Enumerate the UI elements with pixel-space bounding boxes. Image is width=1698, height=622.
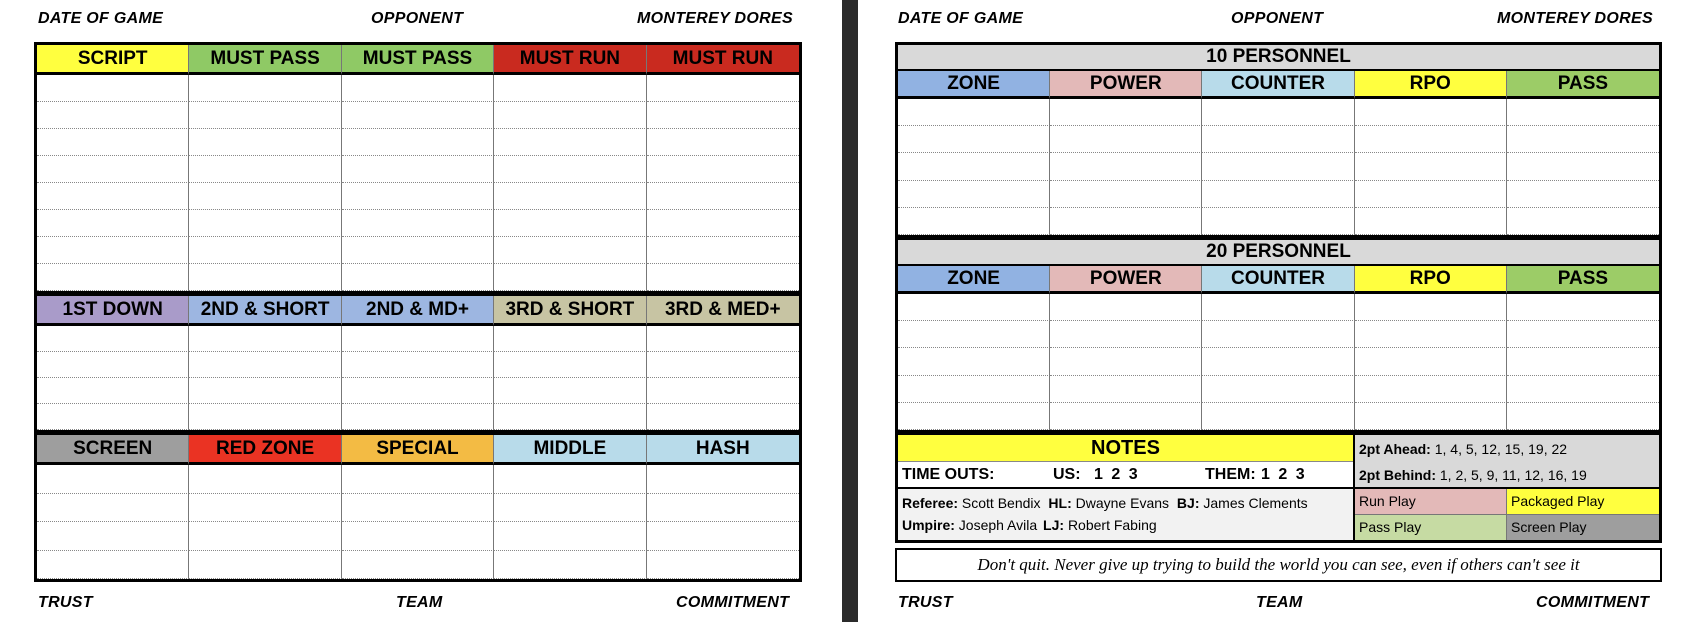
behind-values: 1, 2, 5, 9, 11, 12, 16, 19 (1439, 467, 1587, 483)
lj-name: Robert Fabing (1067, 517, 1157, 533)
script-section (34, 42, 802, 294)
footer-commitment-right: COMMITMENT (1536, 594, 1650, 611)
script-cell[interactable] (494, 183, 646, 210)
script-cell[interactable] (189, 210, 341, 237)
situational-cell[interactable] (189, 465, 341, 494)
down-distance-cell[interactable] (37, 404, 189, 430)
situational-section (34, 432, 802, 582)
personnel10-cell[interactable] (1507, 181, 1659, 208)
lj-label: LJ: (1043, 517, 1065, 533)
two-point-behind (1359, 467, 1587, 483)
section2-header-1: 2ND & SHORT (189, 296, 341, 326)
personnel10-cell[interactable] (1507, 99, 1659, 126)
situational-cell[interactable] (647, 551, 799, 580)
p20-header-counter: COUNTER (1202, 266, 1354, 294)
section3-header-4: HASH (647, 435, 799, 465)
script-cell[interactable] (342, 129, 494, 156)
date-of-game-label: DATE OF GAME (38, 10, 164, 27)
personnel20-cell[interactable] (1050, 403, 1202, 430)
personnel10-cell[interactable] (1507, 153, 1659, 180)
script-cell[interactable] (342, 156, 494, 183)
down-distance-cell[interactable] (342, 404, 494, 430)
section2-header-2: 2ND & MD+ (342, 296, 494, 326)
personnel20-title: 20 PERSONNEL (898, 240, 1659, 266)
footer-team-right: TEAM (1256, 594, 1303, 611)
script-cell[interactable] (37, 102, 189, 129)
down-distance-cell[interactable] (189, 326, 341, 352)
script-cell[interactable] (342, 183, 494, 210)
personnel20-cell[interactable] (1202, 321, 1354, 348)
section1-header-1: MUST PASS (189, 45, 341, 75)
script-cell[interactable] (647, 75, 799, 102)
personnel20-cell[interactable] (1050, 376, 1202, 403)
bj-label: BJ: (1176, 495, 1200, 511)
script-cell[interactable] (189, 75, 341, 102)
bj-name: James Clements (1203, 495, 1308, 511)
legend-run-play: Run Play (1355, 489, 1507, 515)
personnel20-cell[interactable] (1355, 348, 1507, 375)
down-distance-section (34, 293, 802, 433)
personnel20-cell[interactable] (1507, 376, 1659, 403)
personnel10-cell[interactable] (1202, 208, 1354, 235)
notes-title: NOTES (898, 435, 1353, 462)
personnel20-cell[interactable] (1355, 403, 1507, 430)
section3-header-0: SCREEN (37, 435, 189, 465)
script-cell[interactable] (647, 264, 799, 291)
personnel10-section (895, 42, 1662, 238)
personnel10-cell[interactable] (1355, 208, 1507, 235)
down-distance-cell[interactable] (37, 326, 189, 352)
personnel10-cell[interactable] (1050, 208, 1202, 235)
p10-header-zone: ZONE (898, 71, 1050, 99)
section1-header-2: MUST PASS (342, 45, 494, 75)
script-cell[interactable] (37, 237, 189, 264)
them-label: THEM: (1205, 466, 1256, 483)
personnel10-cell[interactable] (1050, 126, 1202, 153)
personnel20-cell[interactable] (898, 348, 1050, 375)
personnel10-cell[interactable] (1355, 153, 1507, 180)
personnel10-cell[interactable] (1202, 126, 1354, 153)
section2-header-3: 3RD & SHORT (494, 296, 646, 326)
down-distance-cell[interactable] (647, 352, 799, 378)
script-cell[interactable] (342, 264, 494, 291)
hl-name: Dwayne Evans (1075, 495, 1170, 511)
personnel10-cell[interactable] (898, 208, 1050, 235)
footer-team: TEAM (396, 594, 443, 611)
personnel10-cell[interactable] (898, 126, 1050, 153)
personnel10-cell[interactable] (1355, 126, 1507, 153)
personnel20-cell[interactable] (1507, 294, 1659, 321)
p20-header-power: POWER (1050, 266, 1202, 294)
personnel20-cell[interactable] (1050, 348, 1202, 375)
play-legend (1355, 489, 1659, 540)
script-cell[interactable] (37, 75, 189, 102)
script-cell[interactable] (37, 183, 189, 210)
personnel10-cell[interactable] (898, 181, 1050, 208)
script-cell[interactable] (494, 237, 646, 264)
script-cell[interactable] (647, 237, 799, 264)
p10-header-pass: PASS (1507, 71, 1659, 99)
officials-row-1 (902, 495, 1308, 511)
situational-cell[interactable] (342, 465, 494, 494)
personnel10-cell[interactable] (898, 99, 1050, 126)
personnel10-cell[interactable] (1507, 208, 1659, 235)
them-timeouts: 1 2 3 (1261, 466, 1305, 483)
script-cell[interactable] (189, 102, 341, 129)
down-distance-cell[interactable] (342, 326, 494, 352)
section2-header-4: 3RD & MED+ (647, 296, 799, 326)
script-cell[interactable] (494, 75, 646, 102)
page-divider (842, 0, 858, 622)
situational-cell[interactable] (37, 465, 189, 494)
personnel20-cell[interactable] (1202, 376, 1354, 403)
personnel10-cell[interactable] (1507, 126, 1659, 153)
situational-cell[interactable] (189, 551, 341, 580)
team-name-label: MONTEREY DORES (637, 10, 793, 27)
personnel20-cell[interactable] (898, 403, 1050, 430)
personnel10-cell[interactable] (1355, 99, 1507, 126)
personnel20-cell[interactable] (1355, 321, 1507, 348)
situational-cell[interactable] (37, 494, 189, 523)
personnel20-section (895, 237, 1662, 433)
p10-header-power: POWER (1050, 71, 1202, 99)
two-point-chart (1355, 435, 1659, 489)
script-cell[interactable] (647, 156, 799, 183)
personnel10-cell[interactable] (898, 153, 1050, 180)
personnel20-cell[interactable] (898, 294, 1050, 321)
script-cell[interactable] (342, 210, 494, 237)
section3-header-2: SPECIAL (342, 435, 494, 465)
situational-cell[interactable] (342, 522, 494, 551)
footer-trust: TRUST (38, 594, 93, 611)
personnel20-cell[interactable] (1202, 294, 1354, 321)
notes-block (895, 432, 1662, 543)
script-cell[interactable] (494, 210, 646, 237)
umpire-label: Umpire: (902, 517, 955, 533)
down-distance-cell[interactable] (342, 352, 494, 378)
personnel20-cell[interactable] (1202, 403, 1354, 430)
opponent-label: OPPONENT (371, 10, 464, 27)
personnel20-cell[interactable] (1050, 294, 1202, 321)
personnel10-cell[interactable] (1050, 99, 1202, 126)
script-cell[interactable] (37, 210, 189, 237)
footer-trust-right: TRUST (898, 594, 953, 611)
personnel20-cell[interactable] (1050, 321, 1202, 348)
situational-cell[interactable] (647, 494, 799, 523)
section1-header-4: MUST RUN (647, 45, 799, 75)
timeouts-row (898, 462, 1353, 489)
down-distance-cell[interactable] (189, 404, 341, 430)
down-distance-cell[interactable] (494, 326, 646, 352)
script-cell[interactable] (342, 75, 494, 102)
personnel10-cell[interactable] (1050, 181, 1202, 208)
down-distance-cell[interactable] (37, 378, 189, 404)
script-cell[interactable] (647, 102, 799, 129)
down-distance-cell[interactable] (647, 378, 799, 404)
script-cell[interactable] (647, 129, 799, 156)
behind-label: 2pt Behind: (1359, 467, 1436, 483)
personnel20-cell[interactable] (1507, 403, 1659, 430)
script-cell[interactable] (37, 264, 189, 291)
personnel10-cell[interactable] (1202, 99, 1354, 126)
situational-cell[interactable] (647, 522, 799, 551)
script-cell[interactable] (189, 156, 341, 183)
ahead-label: 2pt Ahead: (1359, 441, 1431, 457)
script-cell[interactable] (189, 129, 341, 156)
section1-header-0: SCRIPT (37, 45, 189, 75)
script-cell[interactable] (494, 129, 646, 156)
down-distance-cell[interactable] (494, 378, 646, 404)
situational-cell[interactable] (494, 465, 646, 494)
script-cell[interactable] (189, 264, 341, 291)
referee-label: Referee: (902, 495, 959, 511)
referee-name: Scott Bendix (961, 495, 1041, 511)
section3-header-1: RED ZONE (189, 435, 341, 465)
down-distance-cell[interactable] (37, 352, 189, 378)
down-distance-cell[interactable] (342, 378, 494, 404)
script-cell[interactable] (342, 102, 494, 129)
personnel20-cell[interactable] (1202, 348, 1354, 375)
script-cell[interactable] (647, 183, 799, 210)
hl-label: HL: (1048, 495, 1072, 511)
personnel20-cell[interactable] (1507, 348, 1659, 375)
personnel20-cell[interactable] (898, 321, 1050, 348)
personnel10-cell[interactable] (1202, 181, 1354, 208)
personnel20-cell[interactable] (1355, 294, 1507, 321)
footer-commitment: COMMITMENT (676, 594, 790, 611)
script-cell[interactable] (189, 237, 341, 264)
p20-header-pass: PASS (1507, 266, 1659, 294)
p20-header-rpo: RPO (1355, 266, 1507, 294)
personnel10-title: 10 PERSONNEL (898, 45, 1659, 71)
down-distance-cell[interactable] (189, 378, 341, 404)
script-cell[interactable] (647, 210, 799, 237)
situational-cell[interactable] (494, 494, 646, 523)
situational-cell[interactable] (37, 522, 189, 551)
down-distance-cell[interactable] (189, 352, 341, 378)
p10-header-counter: COUNTER (1202, 71, 1354, 99)
personnel10-cell[interactable] (1202, 153, 1354, 180)
down-distance-cell[interactable] (647, 404, 799, 430)
down-distance-cell[interactable] (494, 404, 646, 430)
section1-header-3: MUST RUN (494, 45, 646, 75)
script-cell[interactable] (494, 102, 646, 129)
p10-header-rpo: RPO (1355, 71, 1507, 99)
script-cell[interactable] (37, 156, 189, 183)
situational-cell[interactable] (342, 551, 494, 580)
situational-cell[interactable] (37, 551, 189, 580)
script-cell[interactable] (189, 183, 341, 210)
script-cell[interactable] (494, 156, 646, 183)
situational-cell[interactable] (342, 494, 494, 523)
motivational-quote: Don't quit. Never give up trying to build the world you can see, even if others can't see it (895, 548, 1662, 582)
situational-cell[interactable] (494, 551, 646, 580)
date-of-game-label-right: DATE OF GAME (898, 10, 1024, 27)
ahead-values: 1, 4, 5, 12, 15, 19, 22 (1434, 441, 1568, 457)
situational-cell[interactable] (189, 494, 341, 523)
down-distance-cell[interactable] (494, 352, 646, 378)
team-name-label-right: MONTEREY DORES (1497, 10, 1653, 27)
personnel20-cell[interactable] (898, 376, 1050, 403)
legend-screen-play: Screen Play (1507, 515, 1659, 541)
situational-cell[interactable] (494, 522, 646, 551)
officials-area (898, 489, 1353, 540)
us-timeouts: 1 2 3 (1094, 466, 1138, 483)
script-cell[interactable] (494, 264, 646, 291)
personnel20-cell[interactable] (1507, 321, 1659, 348)
down-distance-cell[interactable] (647, 326, 799, 352)
officials-row-2 (902, 517, 1157, 533)
us-label: US: (1053, 466, 1081, 483)
two-point-ahead (1359, 441, 1567, 457)
umpire-name: Joseph Avila (958, 517, 1038, 533)
opponent-label-right: OPPONENT (1231, 10, 1324, 27)
legend-pass-play: Pass Play (1355, 515, 1507, 541)
section3-header-3: MIDDLE (494, 435, 646, 465)
section2-header-0: 1ST DOWN (37, 296, 189, 326)
script-cell[interactable] (37, 129, 189, 156)
personnel10-cell[interactable] (1050, 153, 1202, 180)
timeouts-label: TIME OUTS: (902, 466, 995, 483)
legend-packaged-play: Packaged Play (1507, 489, 1659, 515)
script-cell[interactable] (342, 237, 494, 264)
p20-header-zone: ZONE (898, 266, 1050, 294)
personnel10-cell[interactable] (1355, 181, 1507, 208)
situational-cell[interactable] (647, 465, 799, 494)
situational-cell[interactable] (189, 522, 341, 551)
personnel20-cell[interactable] (1355, 376, 1507, 403)
